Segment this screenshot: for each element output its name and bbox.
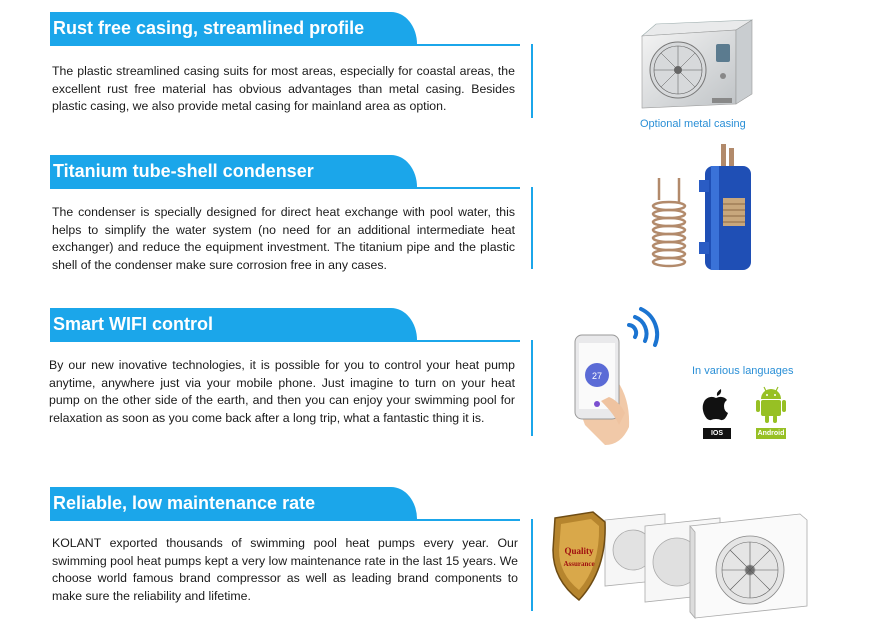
section-1-underline [50, 44, 520, 46]
section-1-title: Rust free casing, streamlined profile [50, 12, 417, 44]
languages-caption: In various languages [692, 365, 794, 377]
section-2-border [531, 187, 533, 269]
metal-casing-caption: Optional metal casing [640, 118, 746, 130]
section-3-title: Smart WIFI control [50, 308, 417, 340]
section-4-border [531, 519, 533, 611]
section-1-body: The plastic streamlined casing suits for most areas, especially for coastal areas, the excellent rust free material has obvious advantages than metal casing. Besides plastic casing, we also provide metal casing for mainland area as option. [52, 64, 515, 113]
section-4-body: KOLANT exported thousands of swimming pool heat pumps every year. Our swimming pool heat pumps kept a very low maintenance rate in the last 15 years. We choose world famous brand compressor as well as leading brand components to make sure the reliability and lifetime. [52, 536, 518, 603]
android-icon [756, 385, 786, 425]
section-3-body: By our new inovative technologies, it is possible for you to control your heat pump anytime, anywhere just via your mobile phone. Just imagine to turn on your heat pump on the other side of the earth, and then you can enjoy your swimming pool for relaxation as soon as you come back after a long trip, what a fantastic thing it is. [49, 358, 515, 425]
quality-text: Quality [564, 546, 594, 556]
section-2-title: Titanium tube-shell condenser [50, 155, 417, 187]
titanium-condenser-image [645, 142, 765, 274]
section-3-border [531, 340, 533, 436]
metal-casing-heat-pump-image [636, 14, 756, 114]
phone-temperature: 27 [591, 371, 603, 381]
section-4-underline [50, 519, 520, 521]
section-2-body: The condenser is specially designed for direct heat exchange with pool water, this helps to simplify the water system (no need for an additional intermediate heat exchanger) and reduce the equipment investment. The titanium pipe and the plastic shell of the condenser make sure corrosion free in any cases. [52, 205, 515, 272]
ios-label: IOS [703, 428, 731, 439]
apple-icon [701, 386, 731, 422]
phone-wifi-image [565, 305, 665, 450]
section-3-underline [50, 340, 520, 342]
section-1-border [531, 44, 533, 118]
android-label: Android [757, 430, 785, 437]
assurance-text: Assurance [563, 560, 595, 568]
section-4-title: Reliable, low maintenance rate [50, 487, 417, 519]
heat-pumps-quality-image [545, 510, 815, 624]
section-2-underline [50, 187, 520, 189]
